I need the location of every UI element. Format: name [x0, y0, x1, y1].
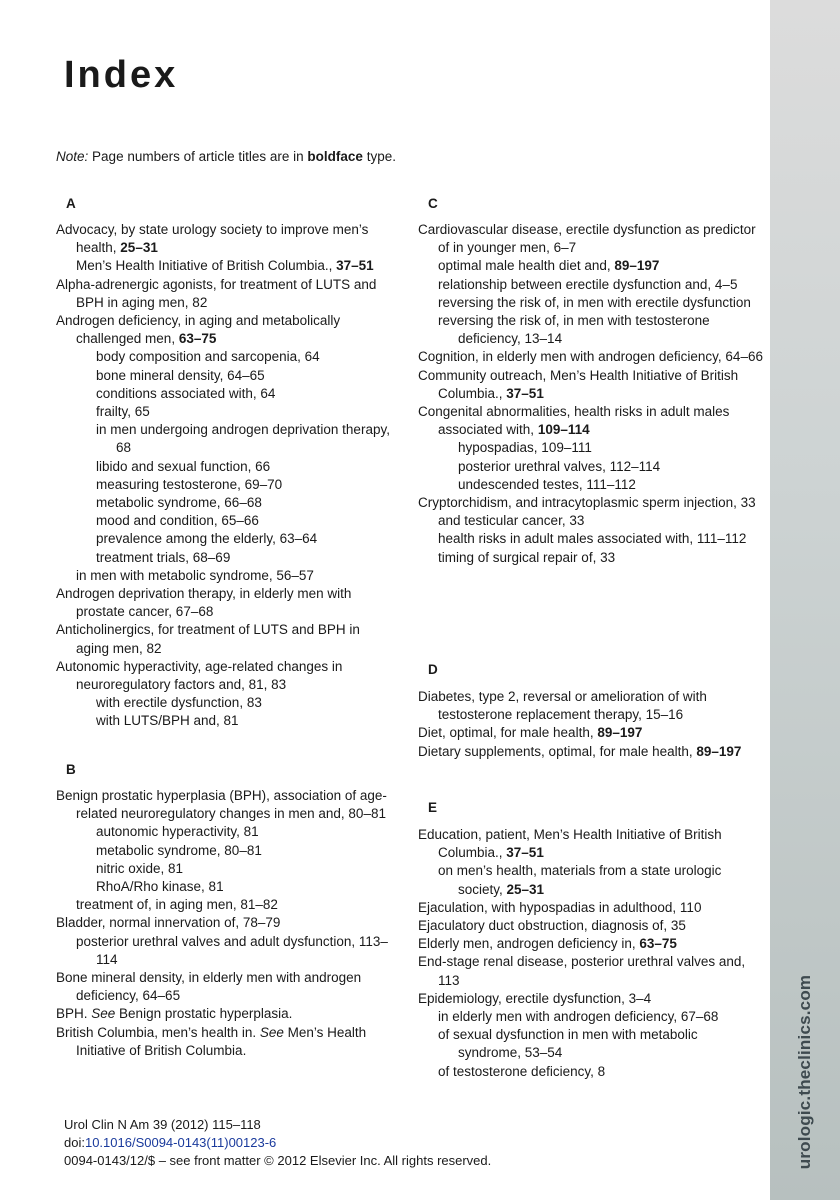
entry-text: metabolic syndrome, 66–68 [96, 495, 262, 511]
entry-text: Congenital abnormalities, health risks in adult males associated with, [418, 404, 730, 438]
page-title: Index [64, 54, 179, 96]
index-entry [56, 860, 396, 878]
index-entry [418, 724, 763, 742]
note-bold-word: boldface [307, 149, 363, 164]
entry-text: autonomic hyperactivity, 81 [96, 824, 259, 840]
see-reference: See [91, 1006, 116, 1022]
index-entry [418, 221, 763, 257]
entry-text: reversing the risk of, in men with erectile dysfunction [438, 294, 751, 310]
index-entry [418, 688, 763, 724]
entry-text: with erectile dysfunction, 83 [96, 695, 262, 711]
index-entry [418, 917, 763, 935]
entry-text: undescended testes, 111–112 [458, 476, 636, 492]
index-entry [56, 823, 396, 841]
entry-text: of sexual dysfunction in men with metabolic syndrome, 53–54 [438, 1027, 698, 1061]
index-entry [56, 694, 396, 712]
entry-text: libido and sexual function, 66 [96, 458, 271, 474]
index-note [56, 149, 396, 164]
page-range-bold: 37–51 [506, 385, 544, 401]
entry-text: Men’s Health Initiative of British Columbia., [76, 258, 337, 274]
index-entry [418, 549, 763, 567]
entry-text: Androgen deficiency, in aging and metabolically challenged men, [56, 313, 341, 347]
page-range-bold: 25–31 [120, 240, 158, 256]
entry-text: Cryptorchidism, and intracytoplasmic sperm injection, 33 [418, 495, 756, 511]
index-entry [56, 585, 396, 621]
page-range-bold: 63–75 [178, 331, 217, 347]
entry-text: Education, patient, Men’s Health Initiative of British Columbia., [418, 827, 722, 861]
section-e-entries [418, 826, 763, 1081]
entry-text: body composition and sarcopenia, 64 [96, 349, 320, 365]
section-letter-e: E [428, 800, 438, 815]
doi-line [64, 1134, 491, 1152]
journal-url: urologic.theclinics.com [795, 974, 814, 1170]
index-entry [56, 421, 396, 457]
note-text-before: Page numbers of article titles are in [92, 149, 304, 164]
section-letter-b: B [66, 762, 76, 777]
entry-text: Elderly men, androgen deficiency in, [418, 936, 640, 952]
index-entry [56, 458, 396, 476]
note-label: Note: [56, 149, 89, 164]
doi-label: doi: [64, 1135, 85, 1151]
index-entry [418, 1008, 763, 1026]
index-entry [418, 1063, 763, 1081]
index-entry [56, 787, 396, 823]
entry-text: Benign prostatic hyperplasia (BPH), association of age-related neuroregulatory changes in men and, 80–81 [56, 788, 387, 822]
index-entry [56, 549, 396, 567]
index-entry [418, 743, 763, 761]
index-entry [418, 935, 763, 953]
entry-text: Bone mineral density, in elderly men with androgen deficiency, 64–65 [56, 970, 362, 1004]
citation: Urol Clin N Am 39 (2012) 115–118 [64, 1117, 261, 1132]
index-entry [418, 826, 763, 862]
section-letter-d: D [428, 662, 438, 677]
entry-text: in men undergoing androgen deprivation therapy, 68 [96, 422, 390, 456]
index-entry [56, 1024, 396, 1060]
index-entry [418, 476, 763, 494]
entry-text: nitric oxide, 81 [96, 860, 184, 876]
index-entry [56, 348, 396, 366]
index-entry [418, 312, 763, 348]
section-a-entries [56, 221, 396, 731]
index-entry [418, 512, 763, 530]
entry-text: Alpha-adrenergic agonists, for treatment of LUTS and BPH in aging men, 82 [56, 276, 377, 310]
entry-text: conditions associated with, 64 [96, 385, 276, 401]
section-c-entries [418, 221, 763, 567]
page-range-bold: 37–51 [506, 845, 544, 861]
entry-text: Androgen deprivation therapy, in elderly men with prostate cancer, 67–68 [56, 586, 352, 620]
page-range-bold: 89–197 [614, 258, 660, 274]
entry-text: Ejaculatory duct obstruction, diagnosis of, 35 [418, 918, 686, 934]
index-entry [418, 403, 763, 439]
entry-text: relationship between erectile dysfunction and, 4–5 [438, 276, 738, 292]
entry-text: RhoA/Rho kinase, 81 [96, 879, 224, 895]
entry-text: Diabetes, type 2, reversal or amelioration of with testosterone replacement therapy, 15–16 [418, 689, 707, 723]
entry-text: End-stage renal disease, posterior urethral valves and, 113 [418, 954, 746, 988]
entry-text: posterior urethral valves and adult dysfunction, 113–114 [76, 933, 388, 967]
index-entry [56, 896, 396, 914]
entry-text: Cognition, in elderly men with androgen deficiency, 64–66 [418, 349, 763, 365]
entry-text: measuring testosterone, 69–70 [96, 476, 283, 492]
index-entry [56, 385, 396, 403]
doi-link[interactable]: 10.1016/S0094-0143(11)00123-6 [84, 1135, 277, 1151]
entry-text: with LUTS/BPH and, 81 [96, 713, 239, 729]
page-range-bold: 25–31 [506, 881, 545, 897]
entry-text: treatment trials, 68–69 [96, 549, 231, 565]
entry-text: optimal male health diet and, [438, 258, 615, 274]
index-entry [56, 878, 396, 896]
entry-text: frailty, 65 [96, 404, 150, 420]
entry-text: health risks in adult males associated with, 111–112 [438, 531, 747, 547]
section-b-entries [56, 787, 396, 1060]
entry-text: timing of surgical repair of, 33 [438, 549, 616, 565]
section-letter-c: C [428, 196, 438, 211]
section-letter-a: A [66, 196, 76, 211]
page-range-bold: 63–75 [639, 936, 677, 952]
page-range-bold: 109–114 [537, 422, 590, 438]
index-entry [418, 439, 763, 457]
page-range-bold: 89–197 [597, 725, 643, 741]
entry-text: metabolic syndrome, 80–81 [96, 842, 262, 858]
page-footer [64, 1116, 491, 1171]
entry-text: on men’s health, materials from a state urologic society, [438, 863, 722, 897]
entry-text: British Columbia, men’s health in. [56, 1024, 260, 1040]
index-entry [56, 530, 396, 548]
index-entry [56, 276, 396, 312]
index-entry [56, 257, 396, 275]
section-d-entries [418, 688, 763, 761]
index-entry [56, 621, 396, 657]
index-entry [56, 969, 396, 1005]
index-entry [56, 1005, 396, 1023]
index-entry [56, 842, 396, 860]
note-text-after: type. [366, 149, 396, 164]
entry-text: Diet, optimal, for male health, [418, 725, 598, 741]
index-entry [56, 567, 396, 585]
entry-text: hypospadias, 109–111 [458, 440, 592, 456]
entry-text: bone mineral density, 64–65 [96, 367, 265, 383]
index-entry [56, 712, 396, 730]
index-entry [418, 494, 763, 512]
entry-text: mood and condition, 65–66 [96, 513, 259, 529]
entry-text: Epidemiology, erectile dysfunction, 3–4 [418, 990, 652, 1006]
entry-text: and testicular cancer, 33 [438, 513, 585, 529]
index-entry [56, 658, 396, 694]
index-entry [418, 276, 763, 294]
entry-text: posterior urethral valves, 112–114 [458, 458, 661, 474]
index-entry [418, 530, 763, 548]
index-entry [418, 294, 763, 312]
entry-text: Anticholinergics, for treatment of LUTS and BPH in aging men, 82 [56, 622, 360, 656]
index-entry [56, 914, 396, 932]
entry-text: Bladder, normal innervation of, 78–79 [56, 915, 281, 931]
rights-line: 0094-0143/12/$ – see front matter © 2012 Elsevier Inc. All rights reserved. [64, 1153, 492, 1169]
index-entry [418, 1026, 763, 1062]
page-range-bold: 89–197 [696, 743, 742, 759]
entry-text: Community outreach, Men’s Health Initiative of British Columbia., [418, 367, 739, 401]
index-entry [418, 257, 763, 275]
entry-text: prevalence among the elderly, 63–64 [96, 531, 318, 547]
entry-text: Autonomic hyperactivity, age-related changes in neuroregulatory factors and, 81, 83 [56, 658, 343, 693]
entry-text: Men’s Health Initiative of British Columbia. [76, 1024, 367, 1058]
index-entry [418, 990, 763, 1008]
index-entry [56, 221, 396, 257]
index-entry [56, 512, 396, 530]
entry-text: Ejaculation, with hypospadias in adulthood, 110 [418, 899, 702, 915]
index-entry [418, 862, 763, 898]
entry-text: BPH. [56, 1006, 92, 1022]
entry-text: in elderly men with androgen deficiency, 67–68 [438, 1009, 719, 1025]
index-entry [418, 367, 763, 403]
entry-text: Advocacy, by state urology society to improve men’s health, [56, 222, 369, 256]
index-entry [418, 458, 763, 476]
entry-text: Dietary supplements, optimal, for male health, [418, 743, 697, 759]
entry-text: in men with metabolic syndrome, 56–57 [76, 567, 314, 583]
entry-text: Cardiovascular disease, erectile dysfunction as predictor of in younger men, 6–7 [418, 222, 756, 256]
index-entry [56, 367, 396, 385]
index-entry [56, 933, 396, 969]
index-entry [418, 899, 763, 917]
index-entry [56, 476, 396, 494]
index-entry [56, 494, 396, 512]
entry-text: treatment of, in aging men, 81–82 [76, 897, 278, 913]
index-entry [418, 348, 763, 366]
entry-text: of testosterone deficiency, 8 [438, 1063, 606, 1079]
entry-text: reversing the risk of, in men with testosterone deficiency, 13–14 [438, 313, 710, 347]
page-range-bold: 37–51 [336, 258, 374, 274]
index-entry [56, 312, 396, 348]
entry-text: Benign prostatic hyperplasia. [115, 1006, 293, 1022]
see-reference: See [259, 1024, 284, 1040]
index-entry [418, 953, 763, 989]
index-entry [56, 403, 396, 421]
